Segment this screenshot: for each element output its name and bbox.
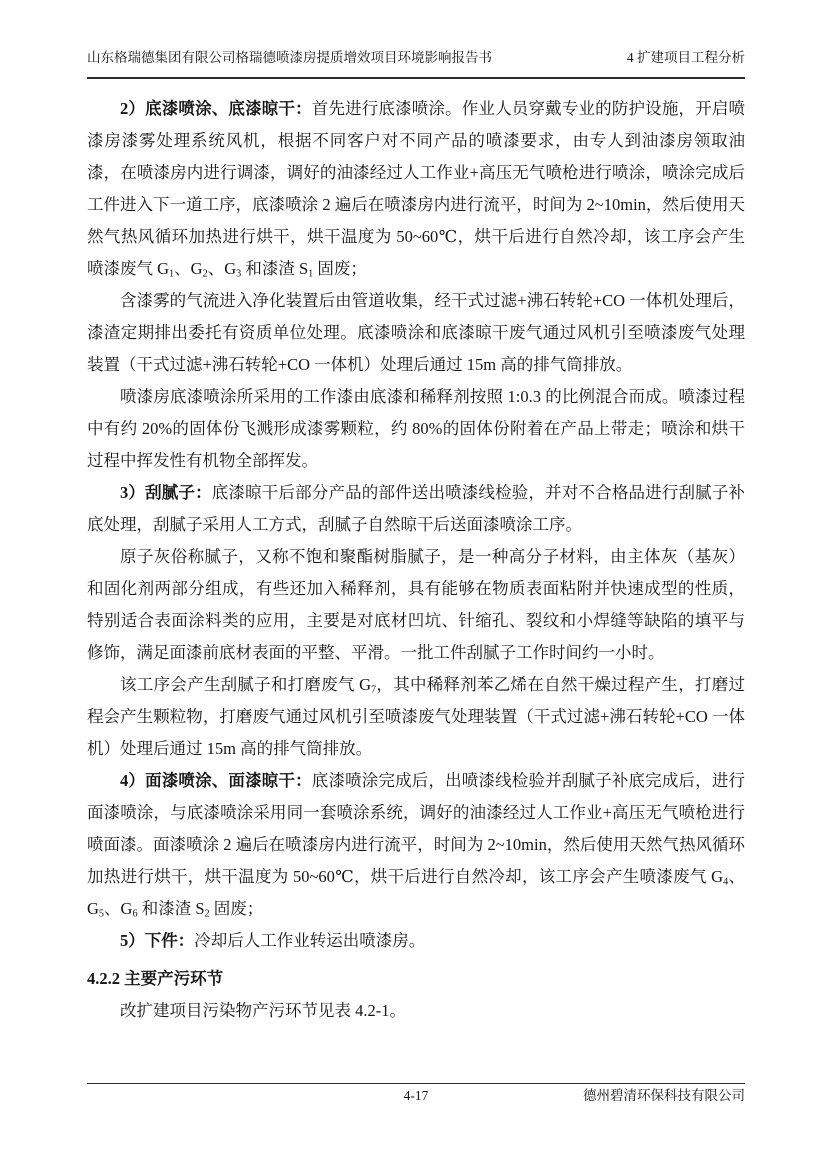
paragraph-lead-in: 5）下件： [120,931,195,950]
paragraph-text: 改扩建项目污染物产污环节见表 4.2-1。 [120,1001,406,1020]
page-header [87,0,745,79]
subscript-label: 3 [236,268,242,280]
paragraph [87,765,745,925]
paragraph-text: 底漆晾干后部分产品的部件送出喷漆线检验，并对不合格品进行刮腻子补底处理，刮腻子采用人工方式，刮腻子自然晾干后送面漆喷涂工序。 [87,483,746,534]
subscript-label: 7 [371,684,377,696]
header-report-title: 山东格瑞德集团有限公司格瑞德喷漆房提质增效项目环境影响报告书 [87,50,492,65]
paragraph-text: ，其中稀释剂苯乙烯在自然干燥过程产生，打磨过程会产生颗粒物，打磨废气通过风机引至喷漆废气处理装置（干式过滤+沸石转轮+CO 一体机）处理后通过 15m 高的排气筒排放。 [87,675,746,758]
paragraph [87,381,745,477]
paragraph-lead-in: 4）面漆喷涂、面漆晾干： [120,771,312,790]
paragraph [87,925,745,957]
header-row [87,49,745,67]
paragraph-text: 冷却后人工作业转运出喷漆房。 [194,931,426,950]
paragraph-text: 含漆雾的气流进入净化装置后由管道收集，经干式过滤+沸石转轮+CO 一体机处理后，漆渣定期排出委托有资质单位处理。底漆喷涂和底漆晾干废气通过风机引至喷漆废气处理装置（干式过滤+沸石转轮+CO 一体机）处理后通过 15m 高的排气筒排放。 [87,291,745,374]
paragraph-lead-in: 2）底漆喷涂、底漆晾干： [120,99,312,118]
paragraph-text: 和漆渣 S [137,899,205,918]
paragraph-text: 首先进行底漆喷涂。作业人员穿戴专业的防护设施，开启喷漆房漆雾处理系统风机，根据不同客户对不同产品的喷漆要求，由专人到油漆房领取油漆，在喷漆房内进行调漆，调好的油漆经过人工作业+高压无气喷枪进行喷涂，喷涂完成后工件进入下一道工序，底漆喷涂 2 遍后在喷漆房内进行流平，时间为 2~10min，然后使用天然气热风循环加热进行烘干，烘干温度为 50~60℃，烘干后进行自然冷却，该工序会产生喷漆废气 G [87,99,746,278]
paragraph-text: 底漆喷涂完成后，出喷漆线检验并刮腻子补底完成后，进行面漆喷涂，与底漆喷涂采用同一套喷涂系统，调好的油漆经过人工作业+高压无气喷枪进行喷面漆。面漆喷涂 2 遍后在喷漆房内进行流平，时间为 2~10min，然后使用天然气热风循环加热进行烘干，烘干温度为 50~60℃，烘干后进行自然冷却，该工序会产生喷漆废气 G [87,771,746,886]
page-footer [87,1083,745,1111]
subscript-label: 5 [98,908,105,920]
paragraph [87,669,745,765]
subscript-label: 2 [202,268,208,280]
paragraph-text: 固废； [313,259,367,278]
paragraph-text: 喷漆房底漆喷涂所采用的工作漆由底漆和稀释剂按照 1:0.3 的比例混合而成。喷漆过程中有约 20%的固体份飞溅形成漆雾颗粒，约 80%的固体份附着在产品上带走；喷涂和烘干过程中挥发性有机物全部挥发。 [87,387,745,470]
paragraph [87,541,745,669]
page-number: 4-17 [403,1088,429,1103]
subscript-label: 4 [723,876,729,888]
subscript-label: 6 [132,908,138,920]
document-body [87,93,745,1027]
paragraph-lead-in: 3）刮腻子： [120,483,212,502]
paragraph-text: 和漆渣 S [241,259,309,278]
paragraph-text: 原子灰俗称腻子，又称不饱和聚酯树脂腻子，是一种高分子材料，由主体灰（基灰）和固化剂两部分组成，有些还加入稀释剂，具有能够在物质表面粘附并快速成型的性质，特别适合表面涂料类的应用，主要是对底材凹坑、针缩孔、裂纹和小焊缝等缺陷的填平与修饰，满足面漆前底材表面的平整、平滑。一批工件刮腻子工作时间约一小时。 [87,547,745,662]
paragraph-text: 、G [87,867,746,918]
subscript-label: 1 [308,268,314,280]
header-chapter-title: 4 扩建项目工程分析 [626,50,745,65]
paragraph-text: 固废； [209,899,264,918]
footer-company: 德州碧清环保科技有限公司 [583,1088,745,1103]
paragraph-text: 该工序会产生刮腻子和打磨废气 G [120,675,372,694]
paragraph [87,477,745,541]
paragraph-text: 、G [104,899,133,918]
subscript-label: 2 [204,908,210,920]
section-heading [87,963,745,995]
paragraph [87,93,745,285]
paragraph-text: 4.2.2 主要产污环节 [87,969,224,988]
subscript-label: 1 [169,268,175,280]
paragraph-text: 、G [207,259,237,278]
paragraph [87,995,745,1027]
paragraph [87,285,745,381]
paragraph-text: 、G [174,259,203,278]
